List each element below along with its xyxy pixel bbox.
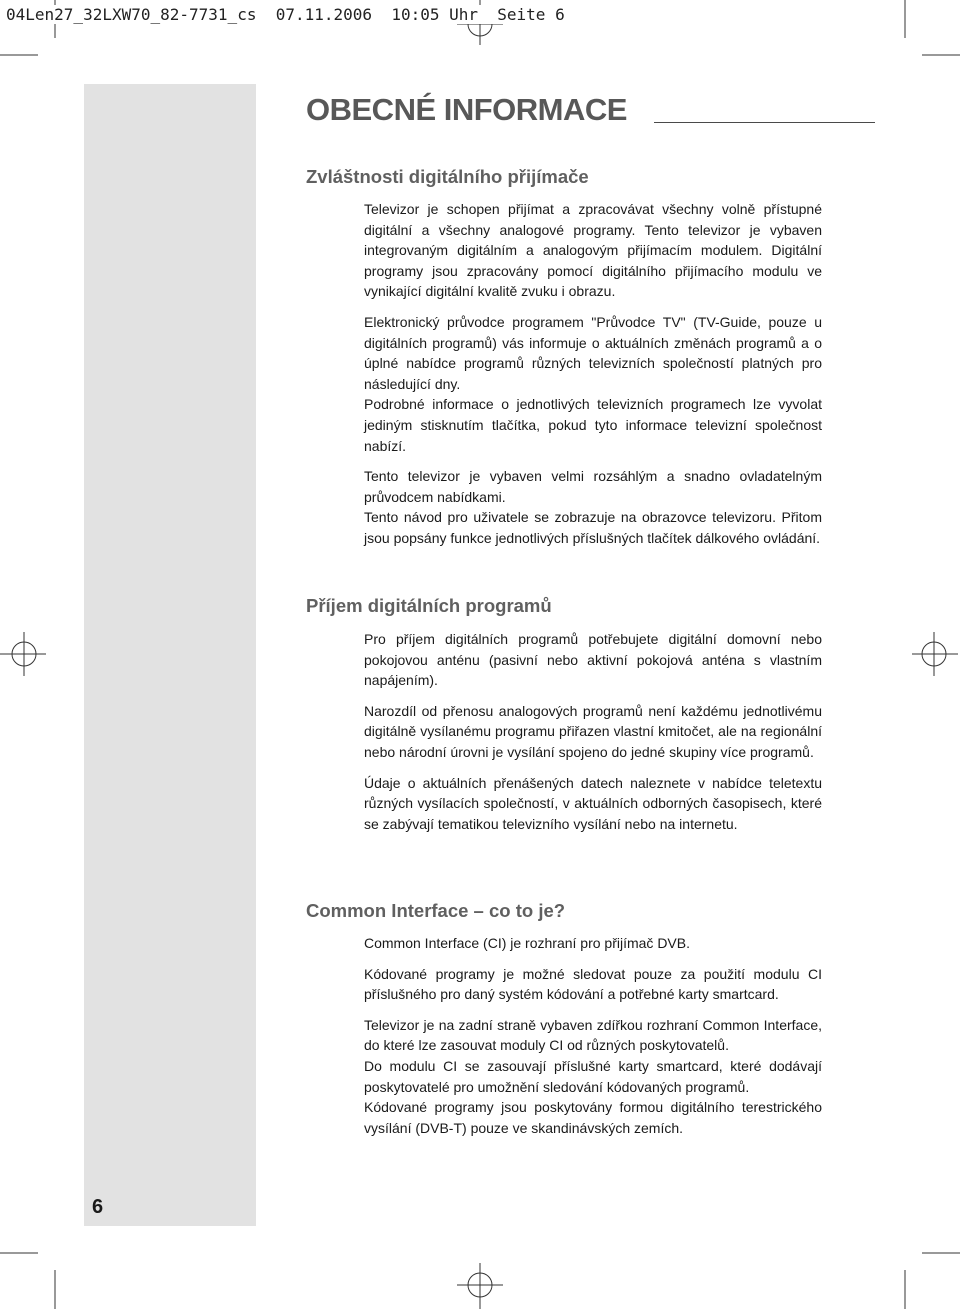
- registration-mark-bottom: [457, 1263, 503, 1309]
- section-body-common-interface: [364, 933, 822, 1138]
- paragraph: Televizor je schopen přijímat a zpracovávat všechny volně přístupné digitální a všechny analogové programy. Tento televizor je vybaven integrovaným digitálním a analogovým přijímacím modulem. Digitální programy jsou zpracovány pomocí digitálního přijímacího modulu ve vynikající digitální kvalitě zvuku i obrazu.: [364, 201, 822, 300]
- section-body-digital-receiver: [364, 199, 822, 549]
- section-body-digital-reception: [364, 629, 822, 834]
- paragraph: Elektronický průvodce programem "Průvodce TV" (TV-Guide, pouze u digitálních programů) vás informuje o aktuálních změnách programů a o úplné nabídce programů různých televizních společností platných pro následující dny.: [364, 313, 822, 392]
- paragraph: Common Interface (CI) je rozhraní pro přijímač DVB.: [364, 935, 690, 951]
- title-rule: [654, 122, 875, 123]
- page-number: 6: [92, 1196, 104, 1218]
- paragraph: Do modulu CI se zasouvají příslušné karty smartcard, které dodávají poskytovatelé pro umožnění sledování kódovaných programů.: [364, 1057, 822, 1095]
- paragraph: Televizor je na zadní straně vybaven zdířkou rozhraní Common Interface, do které lze zasouvat moduly CI od různých poskytovatelů.: [364, 1016, 822, 1054]
- section-heading-digital-reception: Příjem digitálních programů: [306, 595, 552, 616]
- paragraph: Tento návod pro uživatele se zobrazuje na obrazovce televizoru. Přitom jsou popsány funkce jednotlivých příslušných tlačítek dálkového ovládání.: [364, 509, 822, 546]
- paragraph: Podrobné informace o jednotlivých televizních programech lze vyvolat jediným stisknutím tlačítka, pokud tyto informace televizní společnost nabízí.: [364, 396, 822, 454]
- print-header: 04Len27_32LXW70_82-7731_cs 07.11.2006 10:05 Uhr Seite 6: [6, 5, 565, 24]
- paragraph: Kódované programy jsou poskytovány formou digitálního terestrického vysílání (DVB-T) pouze ve skandinávských zemích.: [364, 1099, 822, 1136]
- paragraph: Tento televizor je vybaven velmi rozsáhlým a snadno ovladatelným průvodcem nabídkami.: [364, 468, 822, 505]
- section-heading-common-interface: Common Interface – co to je?: [306, 900, 566, 921]
- page-title: OBECNÉ INFORMACE: [306, 92, 627, 127]
- margin-bar: [84, 84, 256, 1226]
- paragraph: Narozdíl od přenosu analogových programů není každému jednotlivému digitálně vysílanému programu přiřazen vlastní kmitočet, ale na regionální nebo národní úrovni je vysílání spojeno do jedné skupiny více programů.: [364, 702, 822, 760]
- paragraph: Pro příjem digitálních programů potřebujete digitální domovní nebo pokojovou anténu (pasivní nebo aktivní pokojová anténa s vlastním napájením).: [364, 631, 822, 689]
- registration-mark-right: [912, 632, 958, 676]
- section-heading-digital-receiver: Zvláštnosti digitálního přijímače: [306, 166, 589, 187]
- registration-mark-left: [0, 632, 46, 676]
- paragraph: Kódované programy je možné sledovat pouze za použití modulu CI příslušného pro daný systém kódování a potřebné karty smartcard.: [364, 965, 822, 1003]
- paragraph: Údaje o aktuálních přenášených datech naleznete v nabídce teletextu různých vysílacích společností, v aktuálních odborných časopisech, které se zabývají tematikou televizního vysílání nebo na internetu.: [364, 774, 822, 832]
